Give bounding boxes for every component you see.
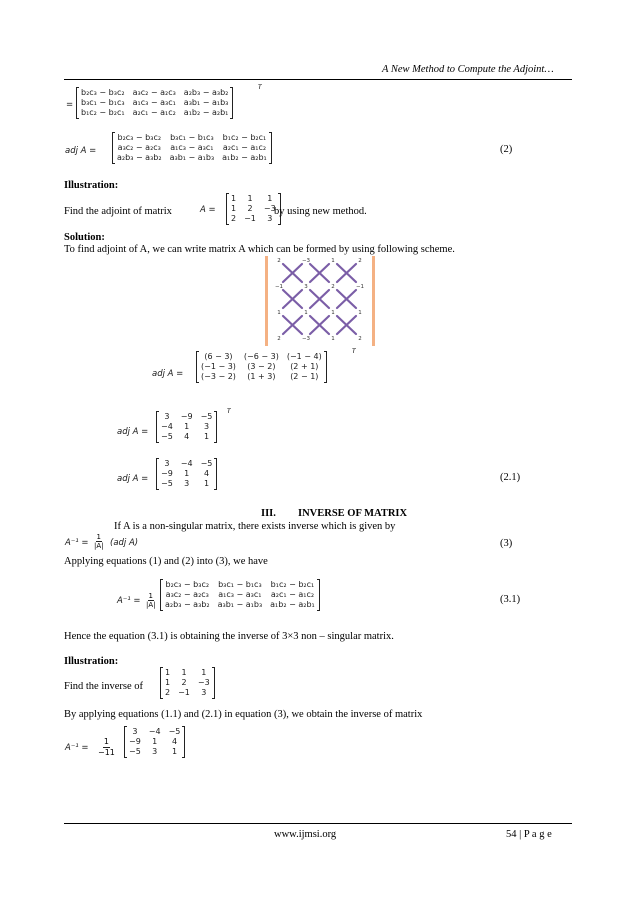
adj-step2-matrix-cell: 1 — [203, 432, 210, 441]
scheme-number: 1 — [358, 310, 362, 316]
scheme-number: 2 — [277, 336, 281, 342]
eq2-matrix-cell: b₂c₃ − b₃c₂ — [117, 133, 162, 142]
illustration2-matrix-cell: 1 — [165, 678, 171, 687]
illustration1-heading: Illustration: — [64, 180, 119, 191]
eq31-matrix-cell: a₁b₂ − a₂b₁ — [270, 600, 315, 609]
illustration2-applying: By applying equations (1.1) and (2.1) in equation (3), we obtain the inverse of matrix — [64, 709, 423, 720]
eq-top-matrix-cell: a₂c₁ − a₁c₂ — [132, 108, 176, 117]
illustration2-matrix-cell: 2 — [181, 678, 187, 687]
section3-applying: Applying equations (1) and (2) into (3), we have — [64, 556, 268, 567]
eq31-matrix-cell: b₁c₂ − b₂c₁ — [270, 580, 315, 589]
scheme-number: 2 — [277, 258, 281, 264]
section3-intro: If A is a non-singular matrix, there exists inverse which is given by — [114, 521, 396, 532]
scheme-number: −3 — [301, 336, 311, 342]
illustration2-matrix-cell: 1 — [201, 668, 207, 677]
eq31-matrix-cell: b₂c₃ − b₃c₂ — [165, 580, 210, 589]
eq31-number: (3.1) — [500, 594, 521, 605]
illustration2-heading: Illustration: — [64, 656, 119, 667]
eq2-matrix-cell: a₂b₃ − a₃b₂ — [117, 153, 162, 162]
scheme-number: −1 — [355, 284, 365, 290]
eq-top-matrix-cell: b₂c₃ − b₃c₂ — [81, 88, 125, 97]
adj-step3-matrix-cell: −5 — [200, 459, 213, 468]
adj-step3-matrix-cell: −4 — [180, 459, 193, 468]
illustration2-matrix-cell: 3 — [201, 688, 207, 697]
scheme-number: 1 — [331, 336, 335, 342]
adj-step2-matrix-cell: −5 — [200, 412, 213, 421]
final-lhs: A⁻¹ = — [65, 743, 89, 753]
adj-step2-matrix-cell: 4 — [184, 432, 190, 441]
adj-step1-matrix-cell: (−1 − 3) — [201, 362, 236, 371]
eq2-matrix-cell: a₁b₂ − a₂b₁ — [222, 153, 267, 162]
final-matrix-cell: 3 — [132, 727, 138, 736]
illustration1-matrix-cell: 3 — [267, 214, 273, 223]
illustration2-matrix-cell: −1 — [178, 688, 190, 697]
eq3-frac-den: |A| — [94, 542, 104, 550]
illustration1-matrix-cell: 1 — [231, 194, 237, 203]
illustration1-text-before: Find the adjoint of matrix — [64, 206, 172, 217]
eq2-number: (2) — [500, 144, 513, 155]
adj-step3-matrix-cell: 4 — [203, 469, 210, 478]
final-frac-den: −11 — [98, 748, 115, 757]
adj-step3-matrix-cell: 3 — [184, 479, 190, 488]
running-title: A New Method to Compute the Adjoint… — [382, 64, 554, 75]
scheme-number: −3 — [301, 258, 311, 264]
illustration1-matrix-cell: −1 — [244, 214, 256, 223]
final-matrix — [124, 727, 185, 757]
eq31-frac-num: 1 — [148, 592, 153, 600]
eq3-frac-num: 1 — [96, 533, 101, 541]
adj-step3-matrix-cell: 1 — [203, 479, 210, 488]
adj-step3-matrix-cell: 3 — [164, 459, 170, 468]
adj-step3-matrix-cell: −5 — [161, 479, 173, 488]
eq31-matrix-cell: a₃c₂ − a₂c₃ — [165, 590, 209, 599]
adj-step2-lhs: adj A = — [117, 427, 149, 437]
eq31-fraction — [146, 592, 156, 609]
scheme-number: 1 — [331, 258, 335, 264]
final-matrix-cell: −9 — [129, 737, 141, 746]
final-matrix-cell: 1 — [152, 737, 158, 746]
final-frac-num: 1 — [103, 737, 109, 746]
adj-step3-matrix — [156, 459, 217, 489]
section3-title: INVERSE OF MATRIX — [298, 508, 408, 519]
illustration1-matrix-cell: 1 — [247, 194, 253, 203]
scheme-number: 2 — [358, 258, 362, 264]
illustration1-matrix-cell: 1 — [267, 194, 273, 203]
eq-top-matrix-cell: b₁c₂ − b₂c₁ — [81, 108, 125, 117]
eq31-matrix-cell: b₃c₁ − b₁c₃ — [218, 580, 262, 589]
adj-step1-matrix — [196, 352, 327, 382]
eq3-lhs: A⁻¹ = — [65, 538, 89, 548]
eq2-lhs: adj A = — [65, 146, 97, 156]
illustration1-matrix-cell: 2 — [247, 204, 253, 213]
adj-step2-matrix-cell: −9 — [180, 412, 193, 421]
adj-step1-lhs: adj A = — [152, 369, 184, 379]
eq2-matrix — [112, 133, 272, 163]
scheme-number: 2 — [331, 284, 335, 290]
final-matrix-cell: 3 — [152, 747, 158, 756]
adjoint-scheme-diagram — [265, 256, 375, 346]
adj-step1-matrix-cell: (−3 − 2) — [201, 372, 236, 381]
illustration2-matrix — [160, 668, 215, 698]
scheme-number: −1 — [274, 284, 284, 290]
adj-step2-transpose: T — [227, 408, 231, 415]
eq-top-matrix-cell: a₂b₃ − a₃b₂ — [183, 88, 229, 97]
adj-step2-matrix-cell: 3 — [203, 422, 210, 431]
eq-top-matrix-cell: a₃b₁ − a₁b₃ — [183, 98, 229, 107]
solution-heading: Solution: — [64, 232, 105, 243]
illustration1-matrix-cell: 1 — [231, 204, 237, 213]
final-fraction — [98, 737, 115, 758]
solution-text: To find adjoint of A, we can write matrix A which can be formed by using following scheme. — [64, 244, 455, 255]
section3-number: III. — [261, 508, 276, 519]
eq2-matrix-cell: a₁c₃ − a₃c₁ — [170, 143, 214, 152]
adj-step3-matrix-cell: −9 — [161, 469, 173, 478]
scheme-left-bar — [265, 256, 268, 346]
adj-step2-matrix-cell: −4 — [161, 422, 173, 431]
eq31-matrix — [160, 580, 320, 610]
eq31-matrix-cell: a₂b₃ − a₃b₂ — [165, 600, 210, 609]
final-matrix-cell: −4 — [148, 727, 161, 736]
illustration2-matrix-cell: 1 — [165, 668, 171, 677]
footer-website: www.ijmsi.org — [274, 829, 337, 840]
eq-top-transpose: T — [258, 84, 262, 91]
adj-step1-matrix-cell: (−6 − 3) — [243, 352, 279, 361]
adj-step3-lhs: adj A = — [117, 474, 149, 484]
scheme-number: 1 — [304, 310, 308, 316]
scheme-number: 3 — [304, 284, 308, 290]
scheme-crosses — [283, 264, 356, 334]
illustration1-text-after: by using new method. — [274, 206, 367, 217]
adj-step2-matrix-cell: −5 — [161, 432, 173, 441]
adj-step3-matrix-cell: 1 — [184, 469, 190, 478]
adj-step1-matrix-cell: (2 − 1) — [290, 372, 319, 381]
adj-step1-transpose: T — [352, 348, 356, 355]
eq-top-prefix: = — [66, 100, 74, 110]
final-matrix-cell: 4 — [171, 737, 178, 746]
eq31-matrix-cell: a₃b₁ − a₁b₃ — [217, 600, 263, 609]
eq-top-matrix — [76, 88, 233, 118]
scheme-number: 1 — [331, 310, 335, 316]
hence-text: Hence the equation (3.1) is obtaining the inverse of 3×3 non – singular matrix. — [64, 631, 394, 642]
final-matrix-cell: −5 — [129, 747, 141, 756]
illustration2-matrix-cell: 2 — [165, 688, 171, 697]
final-matrix-cell: 1 — [171, 747, 178, 756]
eq31-matrix-cell: a₁c₃ − a₃c₁ — [218, 590, 262, 599]
eq3-number: (3) — [500, 538, 513, 549]
illustration1-matrix-label: A = — [200, 205, 216, 215]
footer-page-label: 54 | P a g e — [506, 829, 552, 840]
final-matrix-cell: −5 — [168, 727, 181, 736]
adj-step1-matrix-cell: (6 − 3) — [204, 352, 233, 361]
adj-step1-matrix-cell: (3 − 2) — [247, 362, 276, 371]
scheme-number: 2 — [358, 336, 362, 342]
eq31-lhs: A⁻¹ = — [117, 596, 141, 606]
eq-top-matrix-cell: b₃c₁ − b₁c₃ — [81, 98, 125, 107]
illustration2-matrix-cell: 1 — [181, 668, 187, 677]
illustration1-matrix-cell: 2 — [231, 214, 237, 223]
eq3-fraction — [94, 533, 104, 550]
adj-step3-number: (2.1) — [500, 472, 521, 483]
adj-step2-matrix-cell: 3 — [164, 412, 170, 421]
eq-top-matrix-cell: a₁c₃ − a₃c₁ — [132, 98, 176, 107]
footer-rule — [64, 823, 572, 824]
adj-step1-matrix-cell: (−1 − 4) — [286, 352, 322, 361]
illustration2-text-before: Find the inverse of — [64, 681, 144, 692]
illustration2-matrix-cell: −3 — [197, 678, 210, 687]
eq-top-matrix-cell: a₁b₂ − a₂b₁ — [183, 108, 229, 117]
eq31-matrix-cell: a₂c₁ − a₁c₂ — [270, 590, 315, 599]
adj-step1-matrix-cell: (2 + 1) — [290, 362, 319, 371]
eq3-rhs: (adj A) — [110, 538, 139, 548]
adj-step2-matrix — [156, 412, 217, 442]
eq-top-matrix-cell: a₃c₂ − a₂c₃ — [132, 88, 176, 97]
adj-step1-matrix-cell: (1 + 3) — [247, 372, 276, 381]
eq2-matrix-cell: b₁c₂ − b₂c₁ — [222, 133, 267, 142]
header-rule — [64, 79, 572, 80]
eq2-matrix-cell: b₃c₁ − b₁c₃ — [170, 133, 214, 142]
illustration1-matrix-cell: −3 — [263, 204, 276, 213]
eq2-matrix-cell: a₃b₁ − a₁b₃ — [169, 153, 215, 162]
eq2-matrix-cell: a₃c₂ − a₂c₃ — [117, 143, 161, 152]
eq2-matrix-cell: a₂c₁ − a₁c₂ — [222, 143, 267, 152]
eq31-frac-den: |A| — [146, 601, 156, 609]
scheme-number: 1 — [277, 310, 281, 316]
adj-step2-matrix-cell: 1 — [184, 422, 190, 431]
illustration1-matrix — [226, 194, 281, 224]
scheme-right-bar — [372, 256, 375, 346]
